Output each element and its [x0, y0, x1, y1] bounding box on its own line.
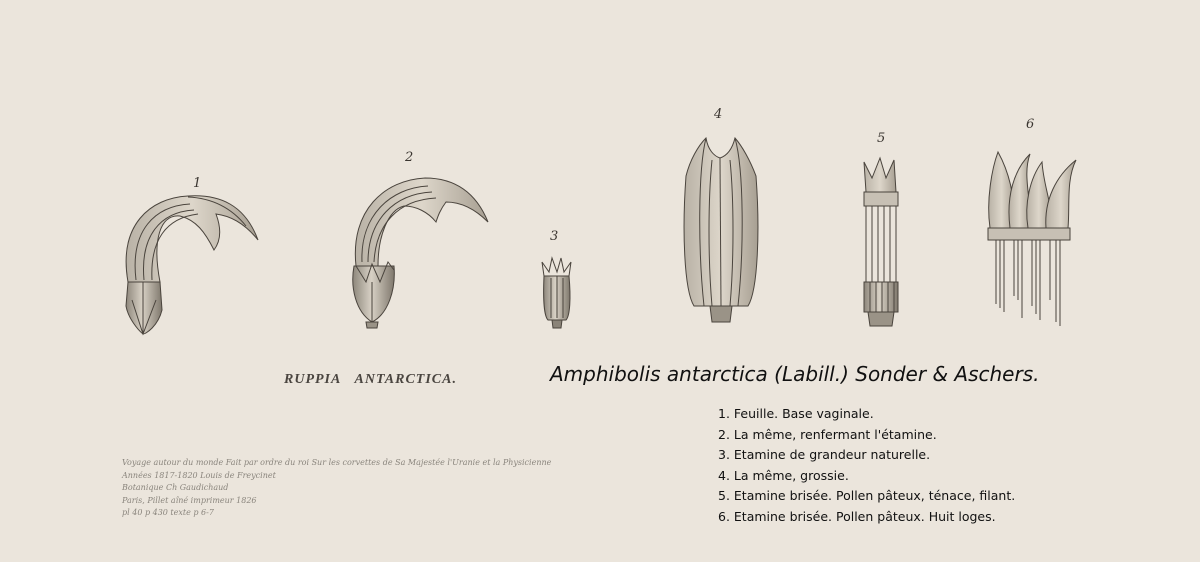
figure-1-leaf [126, 196, 258, 334]
legend-item: 4. La même, grossie. [718, 467, 849, 483]
figure-3-stamen-natural-size [542, 258, 571, 328]
plate-title: RUPPIA ANTARCTICA. [284, 372, 457, 387]
figure-2-leaf-with-stamen [353, 178, 488, 328]
legend-item: 1. Feuille. Base vaginale. [718, 406, 874, 421]
figure-number-2: 2 [405, 150, 414, 165]
legend-item: 2. La même, renfermant l'étamine. [718, 426, 937, 442]
legend-item: 3. Etamine de grandeur naturelle. [718, 447, 931, 463]
legend-item: 6. Etamine brisée. Pollen pâteux. Huit loges. [718, 508, 996, 524]
figure-legend [718, 404, 1015, 528]
credit-line: Botanique Ch Gaudichaud [122, 483, 229, 493]
species-name: Amphibolis antarctica (Labill.) Sonder & Aschers. [550, 362, 1040, 386]
figure-6-broken-stamen-eight-locules [988, 152, 1076, 326]
figure-5-broken-stamen [864, 158, 898, 326]
credit-line: Paris, Pillet aîné imprimeur 1826 [122, 495, 257, 505]
figure-number-3: 3 [550, 229, 559, 244]
credit-line: pl 40 p 430 texte p 6-7 [122, 508, 214, 518]
figure-number-6: 6 [1026, 117, 1035, 132]
figure-number-1: 1 [193, 176, 202, 191]
figure-number-5: 5 [877, 131, 886, 146]
figure-number-4: 4 [714, 107, 723, 122]
legend-item: 5. Etamine brisée. Pollen pâteux, ténace, filant. [718, 488, 1016, 504]
credit-line: Voyage autour du monde Fait par ordre du roi Sur les corvettes de Sa Majestée l'Uranie et la Physicienne [122, 458, 552, 467]
credit-line: Années 1817-1820 Louis de Freycinet [122, 470, 276, 480]
figure-4-stamen-enlarged [684, 138, 758, 322]
publication-credits [122, 457, 551, 520]
